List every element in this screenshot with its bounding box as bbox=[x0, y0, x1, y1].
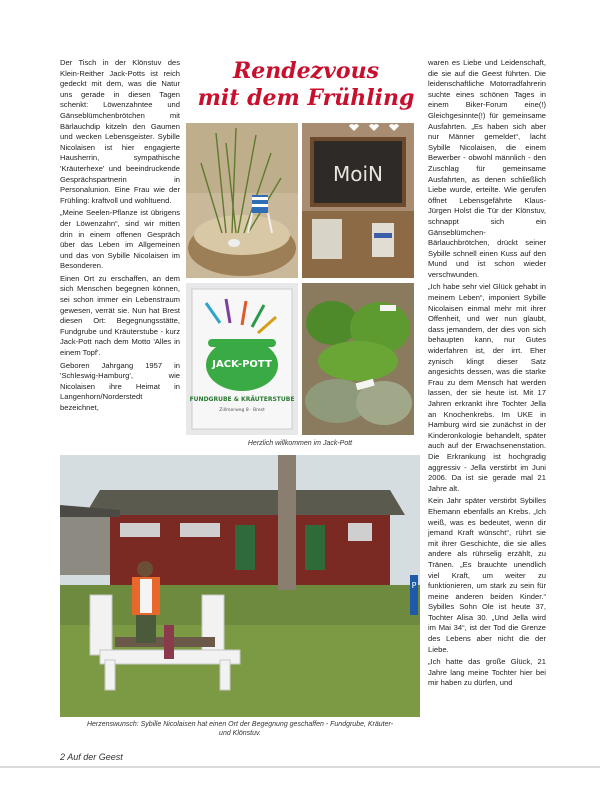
title-line-1: Rendezvous bbox=[233, 58, 379, 84]
paragraph: „Meine Seelen-Pflanze ist übrigens der Löwenzahn“, sind wir mitten drin in einem offenen Gespräch über das Leben im Allgemeinen und das von Sybille Nicolaisen im Besonderen. bbox=[60, 208, 180, 271]
photo-chalkboard bbox=[302, 123, 414, 278]
paragraph: Einen Ort zu erschaffen, an dem sich Menschen begegnen können, sei schon immer ein Lebenstraum gewesen, verrät sie. Nun hat Brest diesen Ort: Begegnungsstätte, Fundgrube und Kräuterstube - kurz Jack-Pott nach dem Motto 'Alles in einem Topf'. bbox=[60, 273, 180, 358]
footer-divider bbox=[0, 766, 600, 768]
parking-sign-text: P bbox=[411, 581, 417, 590]
paragraph: Der Tisch in der Klönstuv des Klein-Reither Jack-Potts ist reich gedeckt mit dem, was die Natur uns gerade in diesen Tagen schenkt: Löwenzahntee und Gänseblümchenbrötchen mit Bärlauchdip kitzeln den Gaumen und wecken Lebensgeister. Sybille Nicolaisen ist hier engagierte Hausherrin, sympathische 'Kräuterhexe' und beeindruckende Gesprächspartnerin in Personalunion. Eine Frau wie der Frühling: kraftvoll und wohltuend. bbox=[60, 58, 180, 205]
chalkboard-text: MoiN bbox=[332, 162, 384, 186]
page-number: 2 bbox=[60, 752, 66, 762]
photo-herbs bbox=[302, 283, 414, 435]
paragraph: „Ich habe sehr viel Glück gehabt in meinem Leben“, imponiert Sybille Nicolaisen einmal mehr mit ihrer Offenheit, und wer nun glaubt, dass jemandem, der dies von sich behaupten kann, nur Gutes widerfahren ist, der irrt. Eher zynisch klingt dieser Satz angesichts dessen, was die starke Frau zu dem Mensch hat werden lassen, der sie heute ist. Mit 17 Jahren erkrankt ihre Tochter Jella an Knochenkrebs. Im UKE in Hamburg wird sie zunächst in der Kinderonkologie behandelt, später auch auf der Erwachsenenstation. Die Erkrankung ist hochgradig aggressiv - Jella verstirbt im Juni 2006. Da ist sie gerade mal 21 Jahre alt. bbox=[428, 282, 546, 493]
paragraph: Geboren Jahrgang 1957 in 'Schleswig-Hamburg', wie Nicolaisen ihre Heimat in Langenhorn/Norderstedt bezeichnet, bbox=[60, 360, 180, 412]
photo-plant-pot bbox=[186, 123, 298, 278]
sign-details: Zillmerweg 8 · Brest bbox=[219, 408, 265, 413]
publication-name: Auf der Geest bbox=[67, 752, 123, 762]
photo-building-bench bbox=[60, 455, 420, 717]
paragraph: Kein Jahr später verstirbt Sybilles Ehemann ebenfalls an Krebs. „Ich weiß, was es bedeutet, wenn dir jemand Kraft wünscht“, rührt sie mit ihrer Geschichte, die sie alles andere als rührselig erzählt, zu Tränen. „Es brauchte unendlich viel Kraft, um weiter zu funktionieren, um stark zu sein für meine anderen beiden Kinder.“ Sybilles Sohn Ole ist heute 37, Tochter Alisa 30. „Und Jella wird im Mai 34“, ist der Tod die Grenze des Lebens aber nicht die der Liebe. bbox=[428, 496, 546, 654]
article-column-right bbox=[428, 58, 546, 691]
sign-name: JACK-POTT bbox=[212, 359, 272, 370]
photo-caption-main: Herzenswunsch: Sybille Nicolaisen hat einen Ort der Begegnung geschaffen - Fundgrube, Kräuter- und Klönstuv. bbox=[86, 721, 394, 737]
title-line-2: mit dem Frühling bbox=[197, 85, 415, 111]
photo-caption: Herzlich willkommen im Jack-Pott bbox=[247, 440, 353, 447]
sign-subtitle: FUNDGRUBE & KRÄUTERSTUBE bbox=[189, 396, 295, 403]
paragraph: „Ich hatte das große Glück, 21 Jahre lang meine Tochter hier bei mir haben zu dürfen, und bbox=[428, 657, 546, 688]
article-column-left bbox=[60, 58, 180, 416]
paragraph: waren es Liebe und Leidenschaft, die sie auf die Geest führten. Die leidenschaftliche Motorradfahrerin suchte eines schönen Tages in einem Biker-Forum eine(!) Gleichgesinnte(!) für gemeinsame Ausfahrten. „Es haben sich aber nur Männer gemeldet“, lacht Sybille Nicolaisen, die einem Bewerber - obwohl männlich - den Zuschlag für gemeinsame Ausfahrten, as denen schließlich Liebe wurde, erteilte. Wie gerufen öffnet Lebensgefährte Klaus-Jürgen Holst die Tür der Klönstuv, schnappt sich ein Gänseblümchen-Bärlauchbrötchen, drückt seiner Sybille schnell einen Kuss auf den Mund und ist schon wieder verschwunden. bbox=[428, 58, 546, 279]
article-title bbox=[188, 58, 424, 112]
page-footer bbox=[60, 752, 123, 762]
photo-jackpott-sign bbox=[186, 283, 298, 435]
